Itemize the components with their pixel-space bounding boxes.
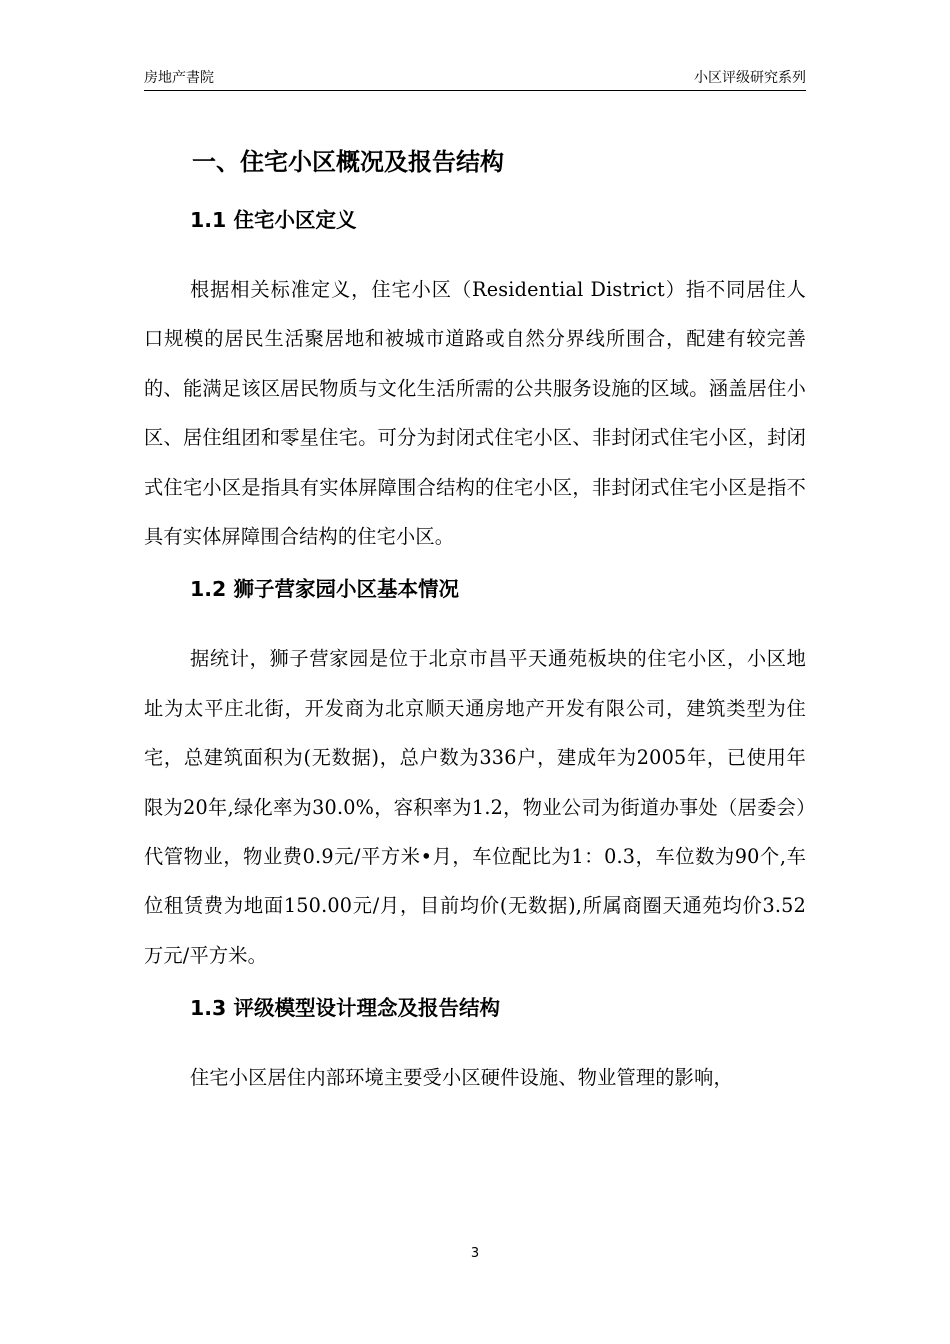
subsection-heading-1-2: 1.2 狮子营家园小区基本情况 [190, 577, 459, 602]
section-heading-1: 一、住宅小区概况及报告结构 [192, 148, 504, 176]
paragraph-definition: 根据相关标准定义，住宅小区（Residential District）指不同居住人口规模的居民生活聚居地和被城市道路或自然分界线所围合，配建有较完善的、能满足该区居民物质与文化生活所需的公共服务设施的区域。涵盖居住小区、居住组团和零星住宅。可分为封闭式住宅小区、非封闭式住宅小区，封闭式住宅小区是指具有实体屏障围合结构的住宅小区，非封闭式住宅小区是指不具有实体屏障围合结构的住宅小区。 [144, 278, 806, 549]
header-publisher: 房地产書院 [144, 70, 214, 86]
paragraph-model-design: 住宅小区居住内部环境主要受小区硬件设施、物业管理的影响， [190, 1066, 733, 1090]
subsection-heading-1-3: 1.3 评级模型设计理念及报告结构 [190, 996, 500, 1021]
subsection-heading-1-1: 1.1 住宅小区定义 [190, 208, 357, 232]
header-series-title: 小区评级研究系列 [694, 70, 806, 86]
page-number: 3 [470, 1246, 480, 1261]
paragraph-basic-info: 据统计，狮子营家园是位于北京市昌平天通苑板块的住宅小区，小区地址为太平庄北街，开发商为北京顺天通房地产开发有限公司，建筑类型为住宅，总建筑面积为(无数据)，总户数为336户，建成年为2005年，已使用年限为20年,绿化率为30.0%，容积率为1.2，物业公司为街道办事处（居委会）代管物业，物业费0.9元/平方米•月，车位配比为1：0.3，车位数为90个,车位租赁费为地面150.00元/月，目前均价(无数据),所属商圈天通苑均价3.52万元/平方米。 [144, 647, 806, 967]
page-header [144, 66, 806, 91]
document-body [144, 138, 806, 1111]
